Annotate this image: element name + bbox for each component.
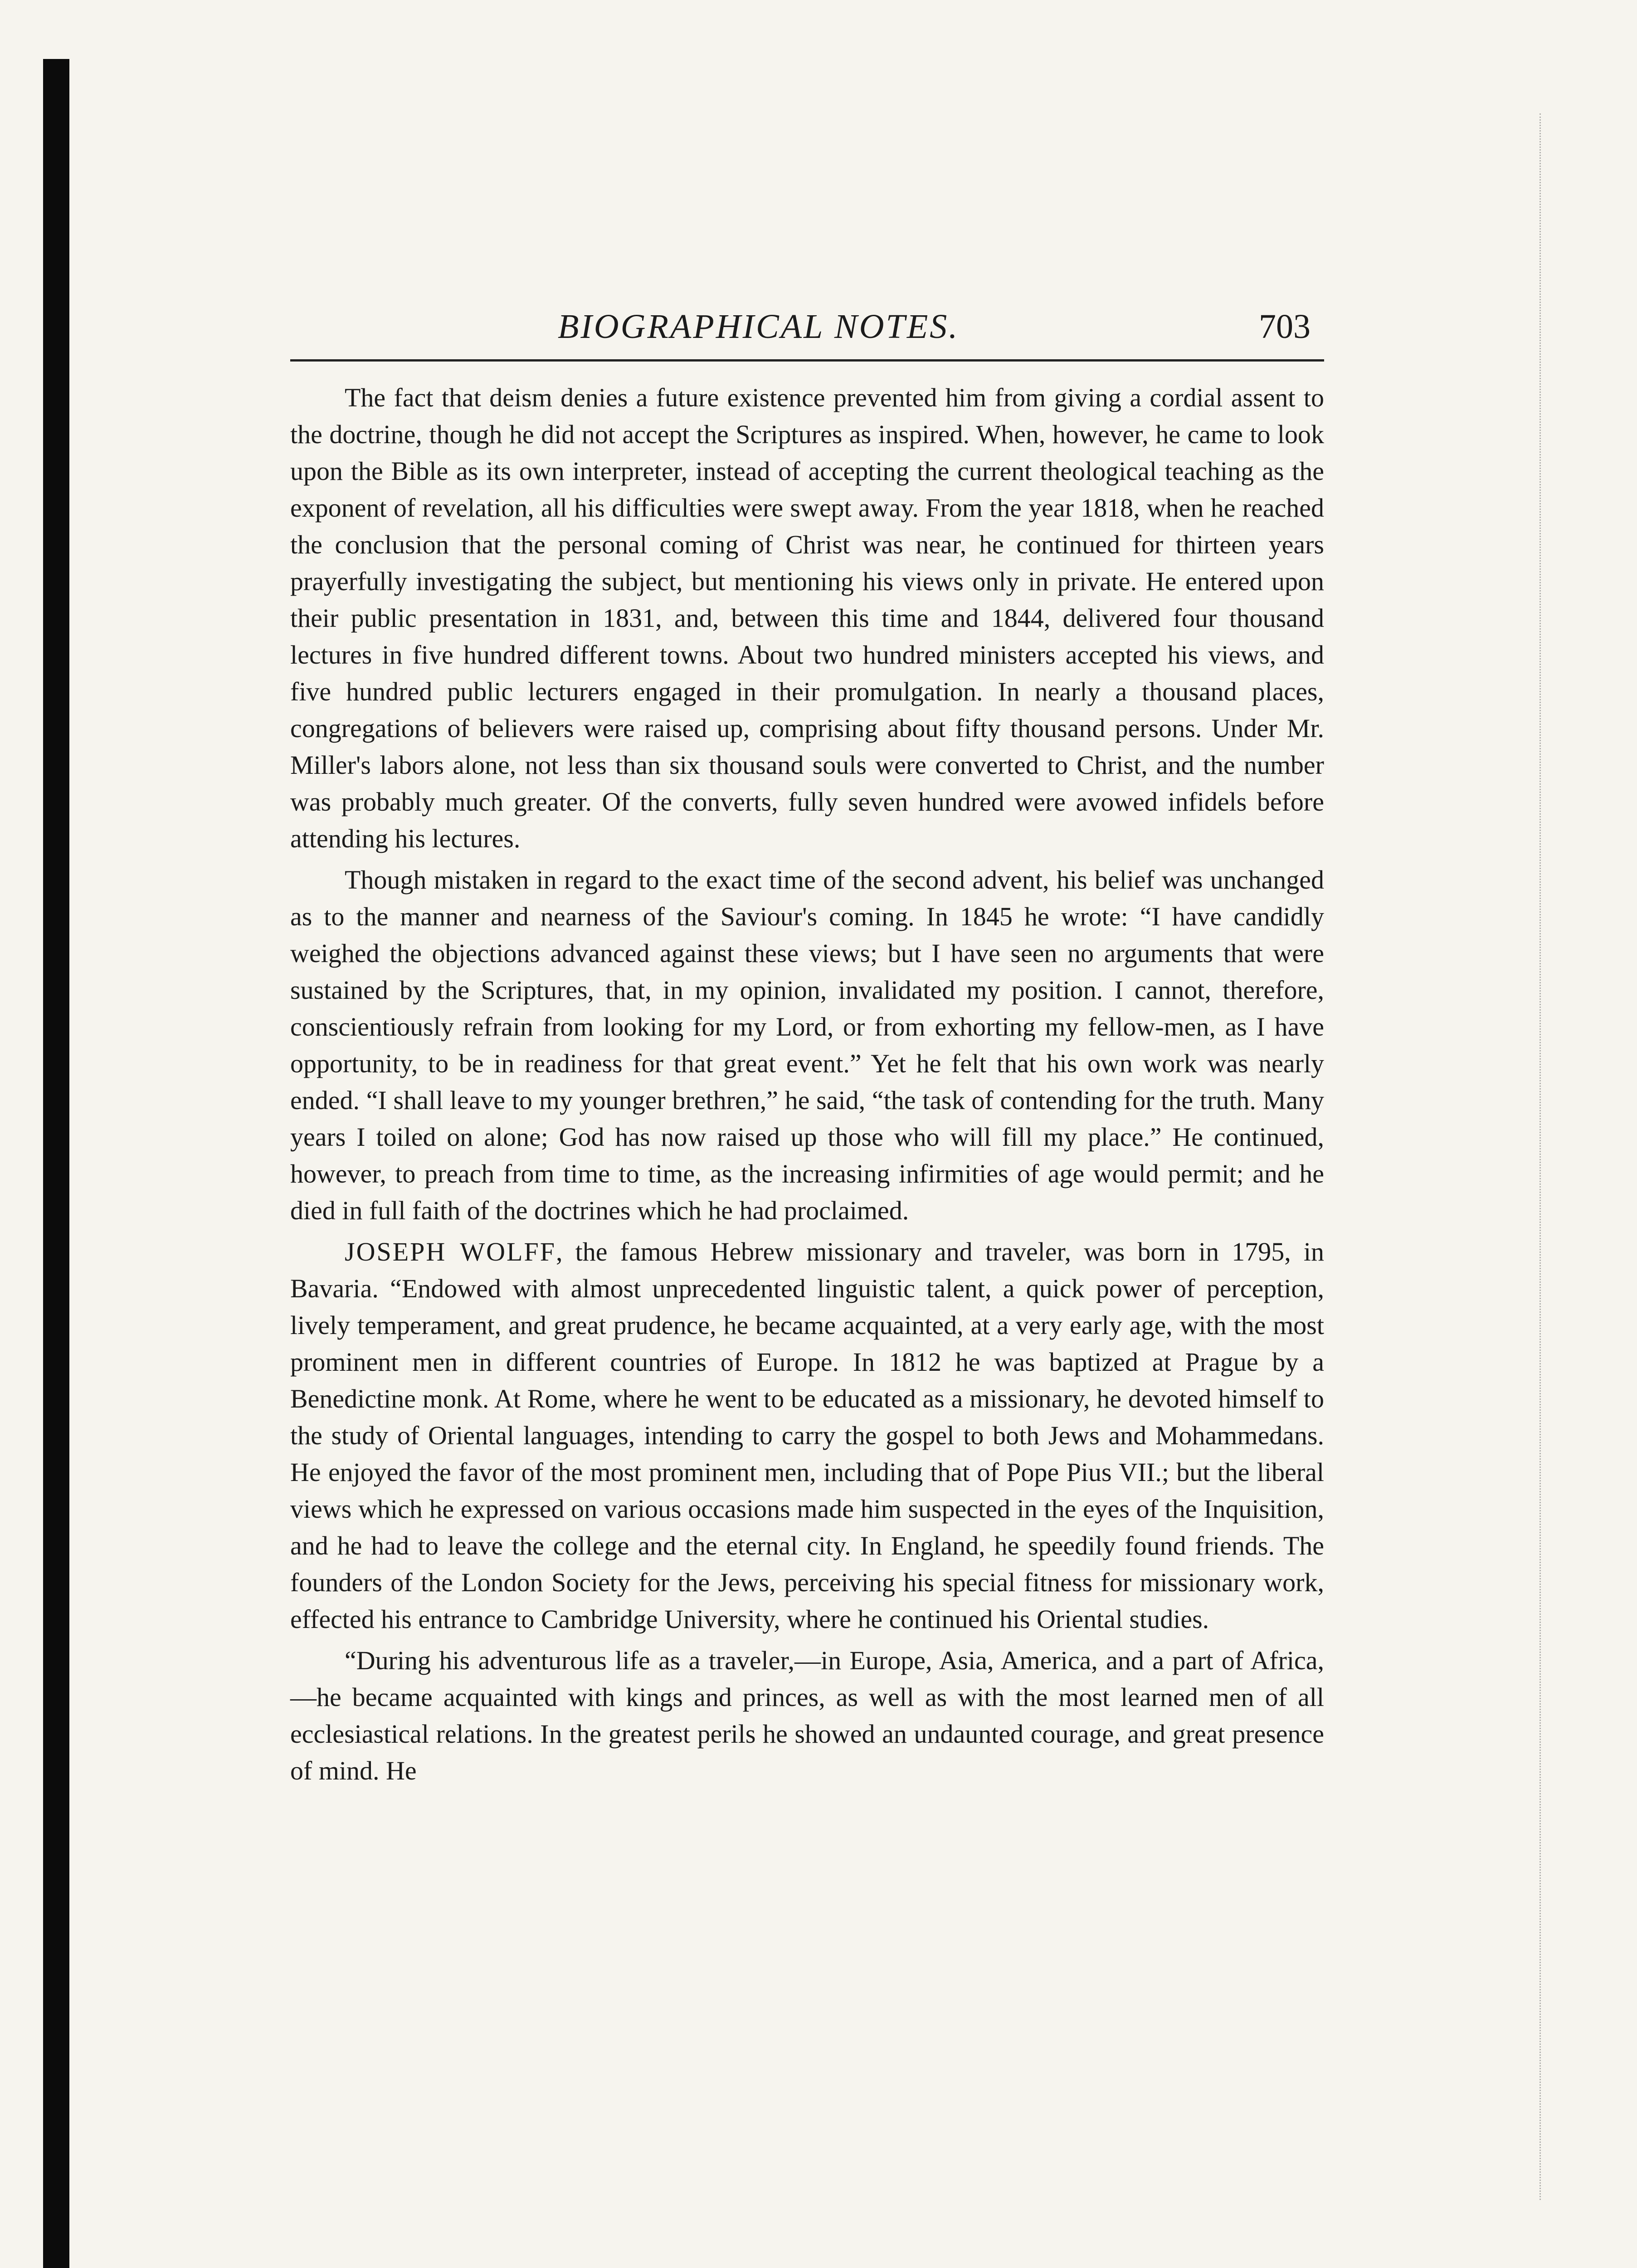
paragraph-second-advent: Though mistaken in regard to the exact time of the second advent, his belief was unchanged as to the manner and nearness of the Saviour's coming. In 1845 he wrote: “I have candidly weighed the objections advanced against these views; but I have seen no arguments that were sustained by the Scriptures, that, in my opinion, invalidated my position. I cannot, therefore, conscientiously refrain from looking for my Lord, or from exhorting my fellow-men, as I have opportunity, to be in readiness for that great event.” Yet he felt that his own work was nearly ended. “I shall leave to my younger brethren,” he said, “the task of contending for the truth. Many years I toiled on alone; God has now raised up those who will fill my place.” He continued, however, to preach from time to time, as the increasing infirmities of age would permit; and he died in full faith of the doctrines which he had proclaimed. (290, 865, 1324, 1225)
page-header (290, 299, 1324, 354)
page-edge (1540, 113, 1554, 2200)
running-title: BIOGRAPHICAL NOTES. (558, 308, 960, 346)
page-number: 703 (1259, 308, 1311, 346)
body-text (290, 379, 1324, 1794)
joseph-wolff-name: JOSEPH WOLFF (345, 1237, 556, 1266)
joseph-wolff-text: , the famous Hebrew missionary and traveler, was born in 1795, in Bavaria. “Endowed with almost unprecedented linguistic talent, a quick power of perception, lively temperament, and great prudence, he became acquainted, at a very early age, with the most prominent men in different countries of Europe. In 1812 he was baptized at Prague by a Benedictine monk. At Rome, where he went to be educated as a missionary, he devoted himself to the study of Oriental languages, intending to carry the gospel to both Jews and Mohammedans. He enjoyed the favor of the most prominent men, including that of Pope Pius VII.; but the liberal views which he expressed on various occasions made him suspected in the eyes of the Inquisition, and he had to leave the college and the eternal city. In England, he speedily found friends. The founders of the London Society for the Jews, perceiving his special fitness for missionary work, effected his entrance to Cambridge University, where he continued his Oriental studies. (290, 1237, 1324, 1634)
paragraph-joseph-wolff (290, 1233, 1324, 1637)
header-rule (290, 359, 1324, 362)
paragraph-deism: The fact that deism denies a future existence prevented him from giving a cordial assent to the doctrine, though he did not accept the Scriptures as inspired. When, however, he came to look upon the Bible as its own interpreter, instead of accepting the current theological teaching as the exponent of revelation, all his difficulties were swept away. From the year 1818, when he reached the conclusion that the personal coming of Christ was near, he continued for thirteen years prayerfully investigating the subject, but mentioning his views only in private. He entered upon their public presentation in 1831, and, between this time and 1844, delivered four thousand lectures in five hundred different towns. About two hundred ministers accepted his views, and five hundred public lecturers engaged in their promulgation. In nearly a thousand places, congregations of believers were raised up, comprising about fifty thousand persons. Under Mr. Miller's labors alone, not less than six thousand souls were converted to Christ, and the number was probably much greater. Of the converts, fully seven hundred were avowed infidels before attending his lectures. (290, 383, 1324, 853)
paragraph-travels: “During his adventurous life as a traveler,—in Europe, Asia, America, and a part of Africa,—he became acquainted with kings and princes, as well as with the most learned men of all ecclesiastical relations. In the greatest perils he showed an undaunted courage, and great presence of mind. He (290, 1646, 1324, 1785)
binding-shadow (43, 59, 69, 2268)
